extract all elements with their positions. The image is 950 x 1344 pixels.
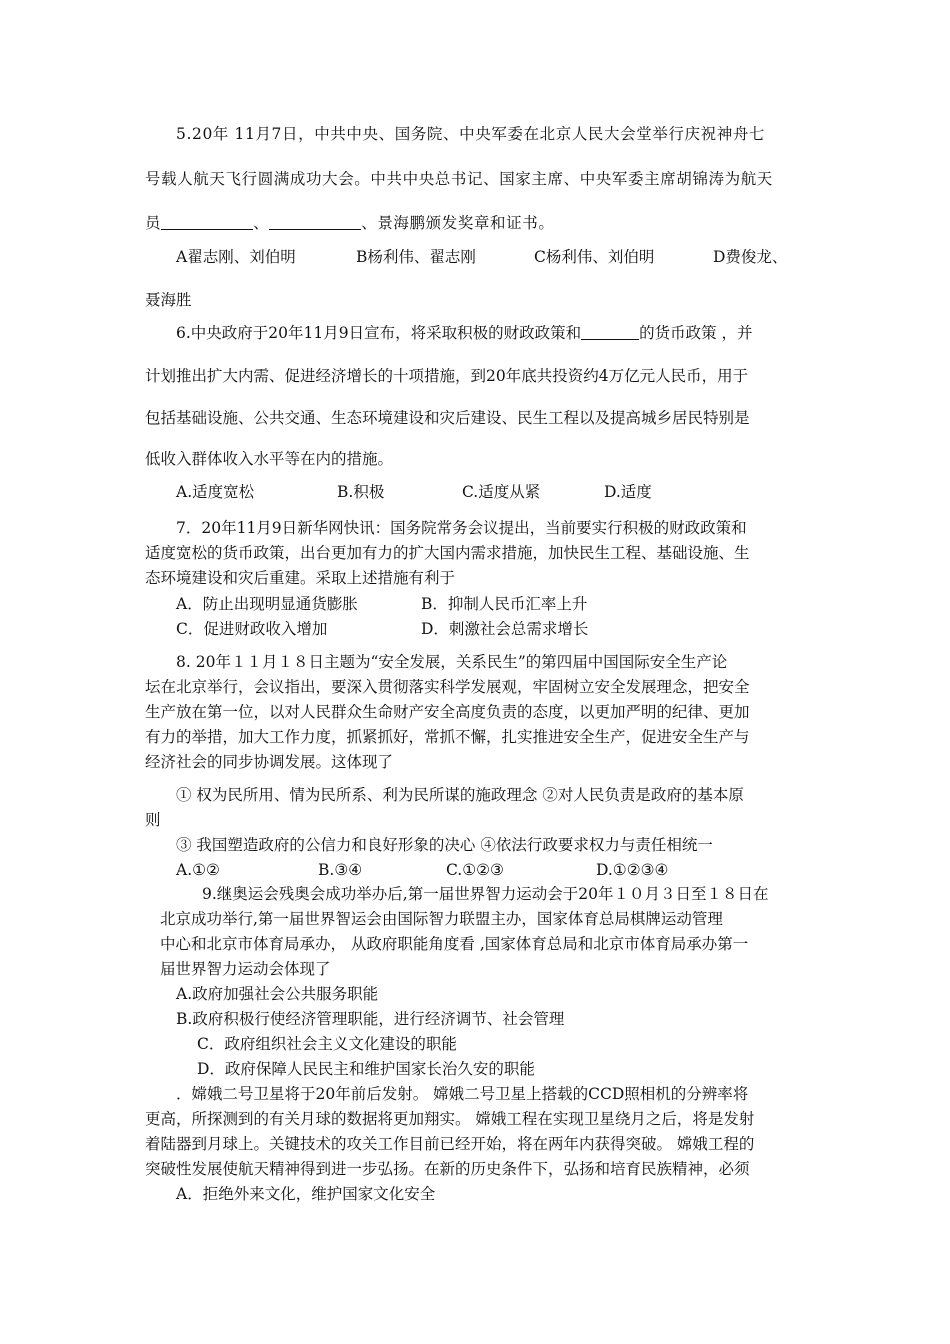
q9-option-c: C．政府组织社会主义文化建设的职能	[197, 1035, 457, 1053]
q9-line-2: 北京成功举行,第一届世界智运会由国际智力联盟主办，国家体育总局棋牌运动管理	[160, 910, 723, 928]
q8-statement-1-2: ① 权为民所用、情为民所系、利为民所谋的施政理念 ②对人民负责是政府的基本原	[176, 786, 744, 804]
q8-option-d: D.①②③④	[596, 861, 669, 879]
q8-statement-3-4: ③ 我国塑造政府的公信力和良好形象的决心 ④依法行政要求权力与责任相统一	[176, 836, 713, 854]
q5-option-b: B杨利伟、翟志刚	[356, 248, 476, 266]
q9-line-1: 9.继奥运会残奥会成功举办后,第一届世界智力运动会于20年１０月３日至１８日在	[202, 885, 769, 903]
q6-option-b: B.积极	[337, 483, 385, 501]
q6-line-4: 低收入群体收入水平等在内的措施。	[145, 450, 394, 468]
answer-blank-3	[581, 325, 639, 340]
q5-line-3	[145, 213, 554, 233]
q7-option-d: D．刺激社会总需求增长	[421, 620, 589, 638]
q7-option-a: A．防止出现明显通货膨胀	[176, 595, 358, 613]
answer-blank-1	[161, 215, 253, 230]
q10-line-2: 更高，所探测到的有关月球的数据将更加翔实。 嫦娥工程在实现卫星绕月之后，将是发射	[145, 1110, 755, 1128]
q6-line-3: 包括基础设施、公共交通、生态环境建设和灾后建设、民生工程以及提高城乡居民特别是	[145, 409, 750, 427]
q5-option-d: D费俊龙、	[713, 248, 788, 266]
q7-option-c: C．促进财政收入增加	[176, 620, 328, 638]
q5-line-2: 号载人航天飞行圆满成功大会。中共中央总书记、国家主席、中央军委主席胡锦涛为航天	[145, 170, 773, 188]
q10-line-4: 突破性发展使航天精神得到进一步弘扬。在新的历史条件下，弘扬和培育民族精神，必须	[145, 1160, 750, 1178]
q9-option-d: D．政府保障人民民主和维护国家长治久安的职能	[197, 1060, 535, 1078]
q7-option-b: B．抑制人民币汇率上升	[421, 595, 588, 613]
q6-option-c: C.适度从紧	[462, 483, 541, 501]
q5-line-1: 5.20年 11月7日，中共中央、国务院、中央军委在北京人民大会堂举行庆祝神舟七	[176, 125, 766, 143]
q8-option-a: A.①②	[176, 861, 220, 879]
q8-statement-2-cont: 则	[145, 811, 161, 829]
q8-option-c: C.①②③	[446, 861, 504, 879]
q6-line-1-text-b: 的货币政策 ，并	[639, 324, 753, 342]
q8-line-5: 经济社会的同步协调发展。这体现了	[145, 753, 394, 771]
answer-blank-2	[269, 215, 361, 230]
q8-line-4: 有力的举措，加大工作力度，抓紧抓好，常抓不懈，扎实推进安全生产，促进安全生产与	[145, 728, 750, 746]
q5-option-c: C杨利伟、刘伯明	[534, 248, 655, 266]
q6-option-a: A.适度宽松	[176, 483, 255, 501]
q6-line-1	[176, 323, 753, 343]
q7-line-1: 7．20年11月9日新华网快讯：国务院常务会议提出，当前要实行积极的财政政策和	[176, 519, 747, 537]
q10-option-a: A．拒绝外来文化，维护国家文化安全	[176, 1185, 436, 1203]
q8-line-3: 生产放在第一位，以对人民群众生命财产安全高度负责的态度，以更加严明的纪律、更加	[145, 703, 750, 721]
q9-option-b: B.政府积极行使经济管理职能，进行经济调节、社会管理	[176, 1010, 565, 1028]
q5-line-3-text-a: 员	[145, 214, 162, 232]
q6-option-d: D.适度	[604, 483, 652, 501]
q5-line-3-text-b: 、	[253, 214, 270, 232]
q10-line-3: 着陆器到月球上。关键技术的攻关工作目前已经开始，将在两年内获得突破。 嫦娥工程的	[145, 1135, 755, 1153]
q5-option-a: A翟志刚、刘伯明	[176, 248, 296, 266]
q10-line-1: ．嫦娥二号卫星将于20年前后发射。 嫦娥二号卫星上搭载的CCD照相机的分辨率将	[176, 1085, 749, 1103]
q8-line-1: 8. 20年１１月１８日主题为“安全发展，关系民生”的第四届中国国际安全生产论	[176, 653, 728, 671]
q6-line-2: 计划推出扩大内需、促进经济增长的十项措施，到20年底共投资约4万亿元人民币，用于	[145, 367, 749, 385]
q9-line-4: 届世界智力运动会体现了	[160, 960, 331, 978]
q9-line-3: 中心和北京市体育局承办， 从政府职能角度看 ,国家体育总局和北京市体育局承办第一	[160, 935, 749, 953]
q9-option-a: A.政府加强社会公共服务职能	[176, 985, 379, 1003]
q6-line-1-text-a: 6.中央政府于20年11月9日宣布，将采取积极的财政政策和	[176, 324, 582, 342]
q8-option-b: B.③④	[318, 861, 363, 879]
q7-line-2: 适度宽松的货币政策，出台更加有力的扩大国内需求措施，加快民生工程、基础设施、生	[145, 544, 750, 562]
q7-line-3: 态环境建设和灾后重建。采取上述措施有利于	[145, 569, 456, 587]
q5-option-d-cont: 聂海胜	[145, 291, 192, 309]
q8-line-2: 坛在北京举行，会议指出，要深入贯彻落实科学发展观，牢固树立安全发展理念，把安全	[145, 678, 750, 696]
q5-line-3-text-c: 、景海鹏颁发奖章和证书。	[361, 214, 555, 232]
